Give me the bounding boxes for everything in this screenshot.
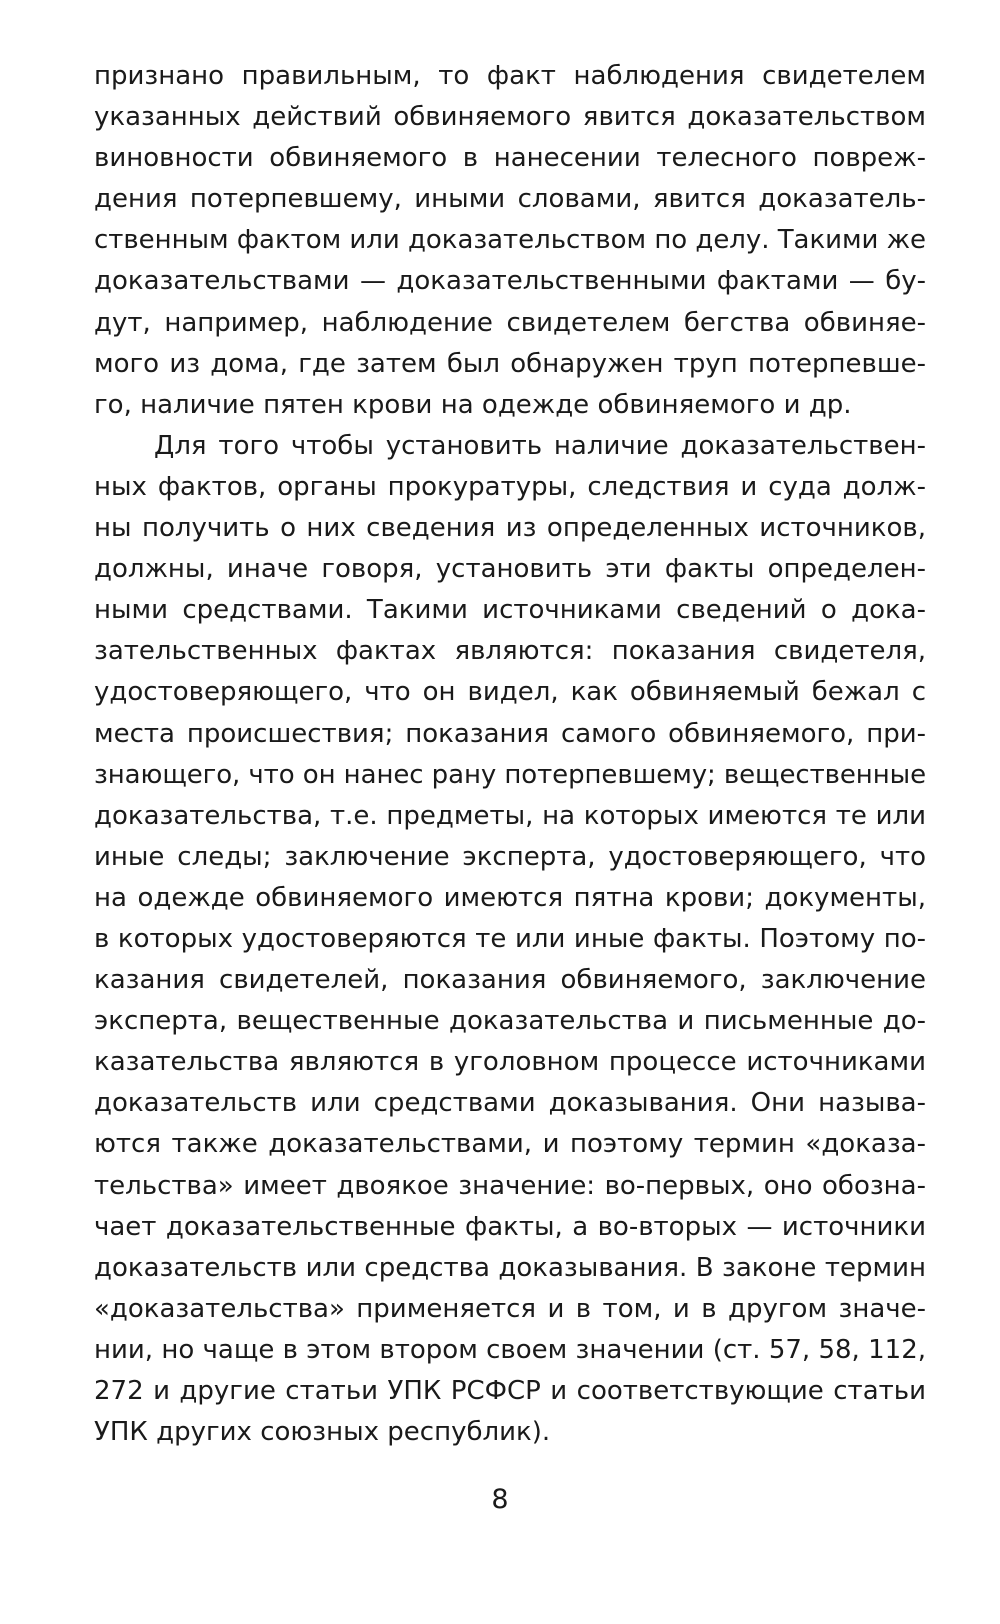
text-line: указанных действий обвиняемого явится доказательством (94, 102, 926, 133)
text-line: места происшествия; показания самого обвиняемого, при- (94, 718, 926, 749)
text-line: знающего, что он нанес рану потерпевшему; вещественные (94, 759, 926, 790)
text-line: дения потерпевшему, иными словами, явится доказатель- (94, 184, 926, 215)
text-line: доказательств или средства доказывания. В законе термин (94, 1252, 926, 1283)
text-line: доказательств или средствами доказывания. Они называ- (94, 1088, 926, 1119)
paragraph (94, 426, 926, 1453)
text-line: тельства» имеет двоякое значение: во-первых, оно обозна- (94, 1170, 926, 1201)
text-line: зательственных фактах являются: показания свидетеля, (94, 636, 926, 667)
text-line: на одежде обвиняемого имеются пятна крови; документы, (94, 882, 926, 913)
text-line: виновности обвиняемого в нанесении телесного повреж- (94, 143, 926, 174)
text-line: чает доказательственные факты, а во-вторых — источники (94, 1211, 926, 1242)
text-line: Для того чтобы установить наличие доказательствен- (154, 430, 926, 461)
text-line: эксперта, вещественные доказательства и письменные до- (94, 1006, 926, 1037)
text-line: доказательства, т.е. предметы, на которых имеются те или (94, 800, 926, 831)
page-number: 8 (491, 1484, 509, 1515)
text-line: мого из дома, где затем был обнаружен труп потерпевше- (94, 348, 926, 379)
text-line: иные следы; заключение эксперта, удостоверяющего, что (94, 841, 926, 872)
paragraph (94, 56, 926, 426)
text-line: ных фактов, органы прокуратуры, следствия и суда долж- (94, 471, 926, 502)
text-line: ными средствами. Такими источниками сведений о дока- (94, 595, 926, 626)
text-line: в которых удостоверяются те или иные факты. Поэтому по- (94, 923, 926, 954)
text-line: ны получить о них сведения из определенных источников, (94, 513, 926, 544)
text-line: доказательствами — доказательственными фактами — бу- (94, 266, 926, 297)
text-line: удостоверяющего, что он видел, как обвиняемый бежал с (94, 677, 926, 708)
text-line: го, наличие пятен крови на одежде обвиняемого и др. (94, 389, 852, 420)
text-line: ственным фактом или доказательством по делу. Такими же (94, 225, 926, 256)
text-line: «доказательства» применяется и в том, и в другом значе- (94, 1293, 926, 1324)
text-line: должны, иначе говоря, установить эти факты определен- (94, 554, 926, 585)
text-line: нии, но чаще в этом втором своем значении (ст. 57, 58, 112, (94, 1334, 926, 1365)
body-text (94, 56, 926, 1453)
text-line: ются также доказательствами, и поэтому термин «доказа- (94, 1129, 926, 1160)
text-line: УПК других союзных республик). (94, 1417, 551, 1448)
text-line: казательства являются в уголовном процессе источниками (94, 1047, 926, 1078)
text-line: признано правильным, то факт наблюдения свидетелем (94, 61, 926, 91)
text-line: казания свидетелей, показания обвиняемого, заключение (94, 965, 926, 996)
text-line: дут, например, наблюдение свидетелем бегства обвиняе- (94, 307, 926, 338)
text-line: 272 и другие статьи УПК РСФСР и соответствующие статьи (94, 1376, 926, 1406)
